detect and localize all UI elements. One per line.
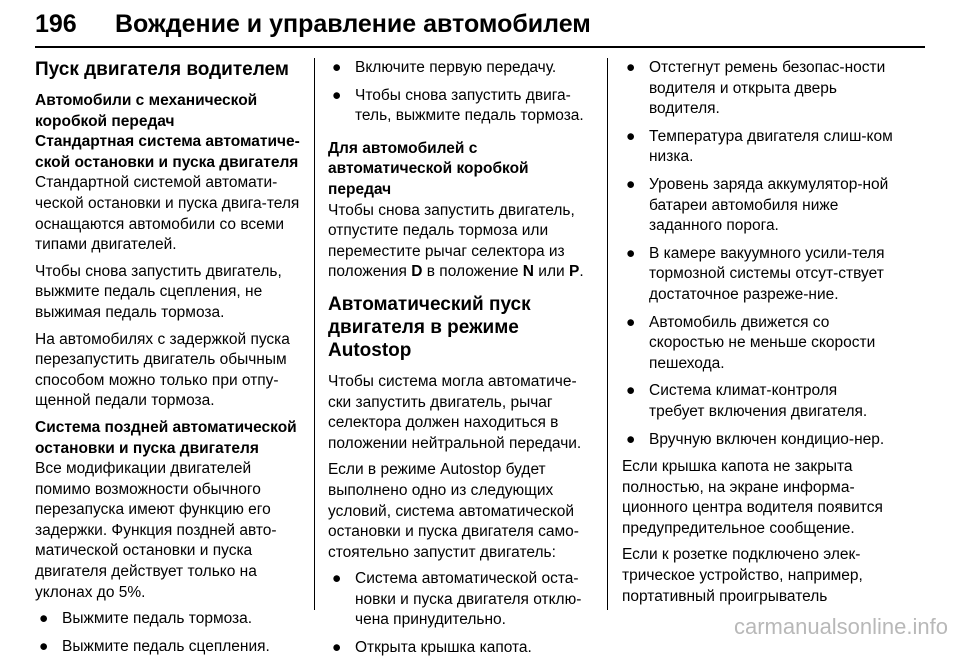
section-title-driver-start: Пуск двигателя водителем [35,59,289,80]
column-divider-2 [607,58,608,610]
list-item: ● Чтобы снова запустить двига-тель, выжмите педаль тормоза. [332,86,584,125]
bullet-icon: ● [626,382,636,400]
column-3 [622,58,894,613]
list-item: ● Отстегнут ремень безопас-ности водителя и открыта дверь водителя. [626,59,886,118]
paragraph: Чтобы снова запустить двигатель, отпустите педаль тормоза или переместите рычаг селектора из положения D в положение N или P. [328,201,584,281]
bullet-icon: ● [626,313,636,331]
bullet-icon: ● [626,175,636,193]
bullet-icon: ● [626,244,636,262]
list-item: ● В камере вакуумного усили-теля тормозной системы отсут-ствует достаточное разреже-ние. [626,244,885,303]
column-1 [35,58,303,664]
subheading-late-stop-system: Система поздней автоматической остановки и пуска двигателя [35,418,297,457]
subheading-standard-system: Стандартная система автоматиче-ской остановки и пуска двигателя [35,133,300,171]
paragraph: Если к розетке подключено элек-трическое устройство, например, портативный проигрыватель [622,546,863,605]
watermark: carmanualsonline.info [733,614,948,639]
bullet-list [328,58,596,127]
paragraph: Все модификации двигателей помимо возможности обычного перезапуска имеют функцию его задержки. Функция поздней авто-матической остановки и пуска двигателя действует только на уклонах до 5%. [35,460,277,601]
subheading-automatic-gearbox: Для автомобилей с автоматической коробкой передач [328,139,529,198]
paragraph: Если крышка капота не закрыта полностью, на экране информа-ционного центра водителя появится предупредительное сообщение. [622,458,883,537]
list-item: ● Вручную включен кондицио-нер. [622,430,894,451]
bullet-icon: ● [626,127,636,145]
page-number: 196 [35,10,77,38]
list-item: ● Выжмите педаль тормоза. [35,609,303,630]
bullet-icon: ● [39,610,49,628]
page-header [35,6,925,46]
header-rule [35,46,925,48]
list-item: ● Автомобиль движется со скоростью не меньше скорости пешехода. [626,313,876,372]
list-item: ● Выжмите педаль сцепления. [35,637,303,658]
paragraph: На автомобилях с задержкой пуска перезапустить двигатель обычным способом можно только при отпу-щенной педали тормоза. [35,330,290,410]
paragraph: Если в режиме Autostop будет выполнено одно из следующих условий, система автоматической остановки и пуска двигателя само-стоятельно запустит двигатель: [328,461,579,561]
bullet-icon: ● [626,59,636,76]
list-item: ● Система климат-контроля требует включения двигателя. [626,382,868,420]
subheading-manual-gearbox: Автомобили с механической коробкой передач [35,92,258,130]
bullet-list [35,609,303,657]
section-title-autostart: Автоматический пуск двигателя в режиме Autostop [328,293,531,361]
paragraph: Чтобы система могла автоматиче-ски запустить двигатель, рычаг селектора должен находиться в положении нейтральной передачи. [328,372,582,452]
list-item: ● Открыта крышка капота. [328,638,596,659]
list-item: ● Система автоматической оста-новки и пуска двигателя отклю-чена принудительно. [332,570,582,629]
paragraph: Стандартной системой автомати-ческой остановки и пуска двига-теля оснащаются автомобили со всеми типами двигателей. [35,174,300,254]
list-item: ● Уровень заряда аккумулятор-ной батареи автомобиля ниже заданного порога. [626,175,889,235]
bullet-icon: ● [39,637,49,655]
list-item: ● Включите первую передачу. [328,58,596,79]
column-2 [328,58,596,666]
column-divider-1 [314,58,315,610]
paragraph: Чтобы снова запустить двигатель, выжмите педаль сцепления, не выжимая педаль тормоза. [35,262,282,321]
bullet-icon: ● [332,639,342,657]
running-title: Вождение и управление автомобилем [115,10,591,38]
bullet-icon: ● [332,59,342,76]
list-item: ● Температура двигателя слиш-ком низка. [626,127,893,166]
bullet-icon: ● [332,570,342,588]
bullet-icon: ● [332,86,342,104]
bullet-list [622,58,894,450]
bullet-list [328,569,596,658]
bullet-icon: ● [626,430,636,448]
